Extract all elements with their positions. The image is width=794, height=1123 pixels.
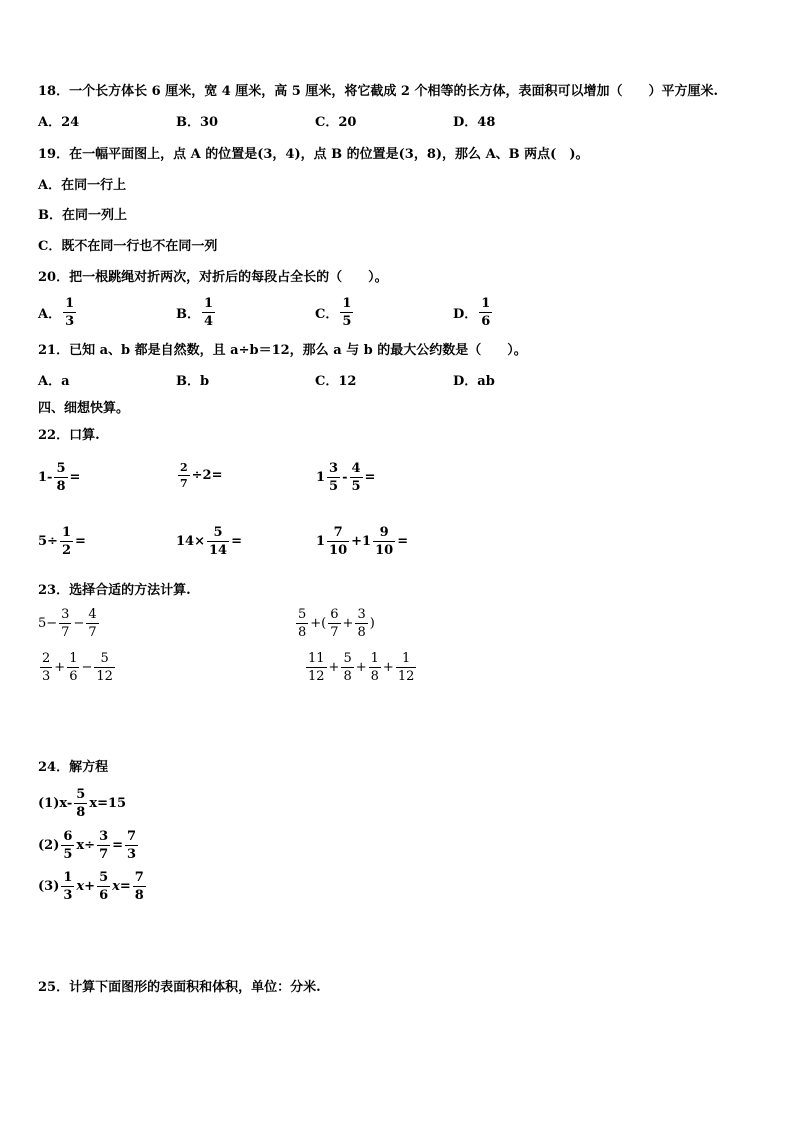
fraction: 1 3: [63, 870, 73, 903]
q22-expr-3: 1 3 5 - $\frac{4}{5}$ =: [316, 461, 376, 494]
fraction: $\frac{7}{8}$: [134, 870, 144, 903]
q20-option-b: [176, 297, 217, 328]
fraction: 7 10: [329, 525, 348, 558]
fraction: $\frac{1}{2}$: [61, 525, 71, 558]
section-heading: 四、细想快算。: [38, 401, 130, 416]
option-label: A．: [38, 307, 62, 322]
q24-equation-3: (3) 1 3 x + $\frac{5}{6}$ x = $\frac{7}{8}$: [38, 870, 144, 903]
fraction: $\frac{2}{7}$: [180, 461, 188, 490]
q22-expr-4: 5÷ $\frac{1}{2}$ =: [38, 525, 86, 558]
q24-equation-1: (1)x- 5 8 x=15: [38, 787, 127, 820]
q21-option-c: C．12: [315, 374, 357, 389]
q21-option-b: B．b: [176, 374, 210, 389]
fraction: 1 3: [65, 296, 75, 329]
q20-option-c: [315, 297, 355, 328]
fraction: 1 5: [342, 296, 352, 329]
fraction: 1 6: [481, 296, 491, 329]
fraction: $\frac{1}{6}$: [69, 651, 78, 684]
q23-title: 23．选择合适的方法计算.: [38, 583, 191, 598]
fraction: 11 12: [308, 651, 325, 684]
q20-option-a: [38, 297, 78, 328]
fraction: $\frac{5}{8}$: [343, 651, 352, 684]
q22-expr-1: 1- $\frac{5}{8}$ =: [38, 461, 81, 494]
option-label: B．: [176, 307, 200, 322]
fraction: $\frac{9}{10}$: [375, 525, 394, 558]
q19-option-c: C．既不在同一行也不在同一列: [38, 239, 218, 254]
q20-option-d: [453, 297, 494, 328]
fraction: $\frac{5}{14}$: [208, 525, 228, 558]
q22-expr-5: 14× $\frac{5}{14}$ =: [176, 525, 242, 558]
option-label: C．: [315, 307, 339, 322]
q24-equation-2: (2) 6 5 x÷ $\frac{3}{7}$ = $\frac{7}{3}$: [38, 829, 137, 862]
q18-option-a: A．24: [38, 115, 80, 130]
q18-stem: 18．一个长方体长 6 厘米，宽 4 厘米，高 5 厘米，将它截成 2 个相等的长方体，表面积可以增加（ ）平方厘米.: [38, 84, 719, 99]
q24-title: 24．解方程: [38, 760, 109, 775]
fraction: $\frac{3}{8}$: [357, 607, 366, 640]
q21-stem: 21．已知 a、b 都是自然数，且 a÷b＝12，那么 a 与 b 的最大公约数是（ ）。: [38, 343, 527, 358]
q23-expr-4: 11 12 + $\frac{5}{8}$ + $\frac{1}{8}$ + $\frac{1}{12}$: [308, 651, 415, 684]
fraction: $\frac{5}{6}$: [99, 870, 109, 903]
q19-option-a: A．在同一行上: [38, 178, 127, 193]
option-label: D．: [453, 307, 478, 322]
q25-stem: 25．计算下面图形的表面积和体积，单位：分米.: [38, 980, 321, 995]
fraction: 5 8: [76, 787, 86, 820]
q19-stem: 19．在一幅平面图上，点 A 的位置是(3，4)，点 B 的位置是(3，8)，那么 A、B 两点( )。: [38, 147, 589, 162]
q18-option-d: D．48: [453, 115, 496, 130]
q18-option-c: C．20: [315, 115, 357, 130]
fraction: $\frac{5}{12}$: [96, 651, 113, 684]
fraction: 5 8: [298, 607, 307, 640]
fraction: $\frac{3}{7}$: [61, 607, 70, 640]
q23-expr-2: 5 8 +( 6 7 + $\frac{3}{8}$ ): [298, 607, 375, 640]
fraction: 3 5: [329, 461, 339, 494]
fraction: $\frac{1}{12}$: [397, 651, 415, 684]
q19-option-b: B．在同一列上: [38, 208, 127, 223]
q21-option-d: D．ab: [453, 374, 495, 389]
fraction: 6 7: [330, 607, 339, 640]
q23-expr-1: 5− $\frac{3}{7}$ − $\frac{4}{7}$: [38, 607, 97, 640]
q18-option-b: B．30: [176, 115, 219, 130]
q22-expr-2: $\frac{2}{7}$ ÷2=: [180, 461, 223, 490]
fraction: $\frac{4}{7}$: [88, 607, 97, 640]
fraction: $\frac{7}{3}$: [127, 829, 137, 862]
q20-stem: 20．把一根跳绳对折两次，对折后的每段占全长的（ ）。: [38, 270, 388, 285]
q22-title: 22．口算.: [38, 428, 100, 443]
q23-expr-3: 2 3 + $\frac{1}{6}$ − $\frac{5}{12}$: [42, 651, 113, 684]
fraction: $\frac{1}{8}$: [370, 651, 379, 684]
fraction: $\frac{5}{8}$: [56, 461, 66, 494]
fraction: 2 3: [42, 651, 51, 684]
fraction: $\frac{3}{7}$: [99, 829, 109, 862]
fraction: 6 5: [63, 829, 73, 862]
q22-expr-6: 1 7 10 +1 $\frac{9}{10}$ =: [316, 525, 409, 558]
fraction: $\frac{4}{5}$: [351, 461, 361, 494]
q21-option-a: A．a: [38, 374, 70, 389]
fraction: 1 4: [204, 296, 214, 329]
